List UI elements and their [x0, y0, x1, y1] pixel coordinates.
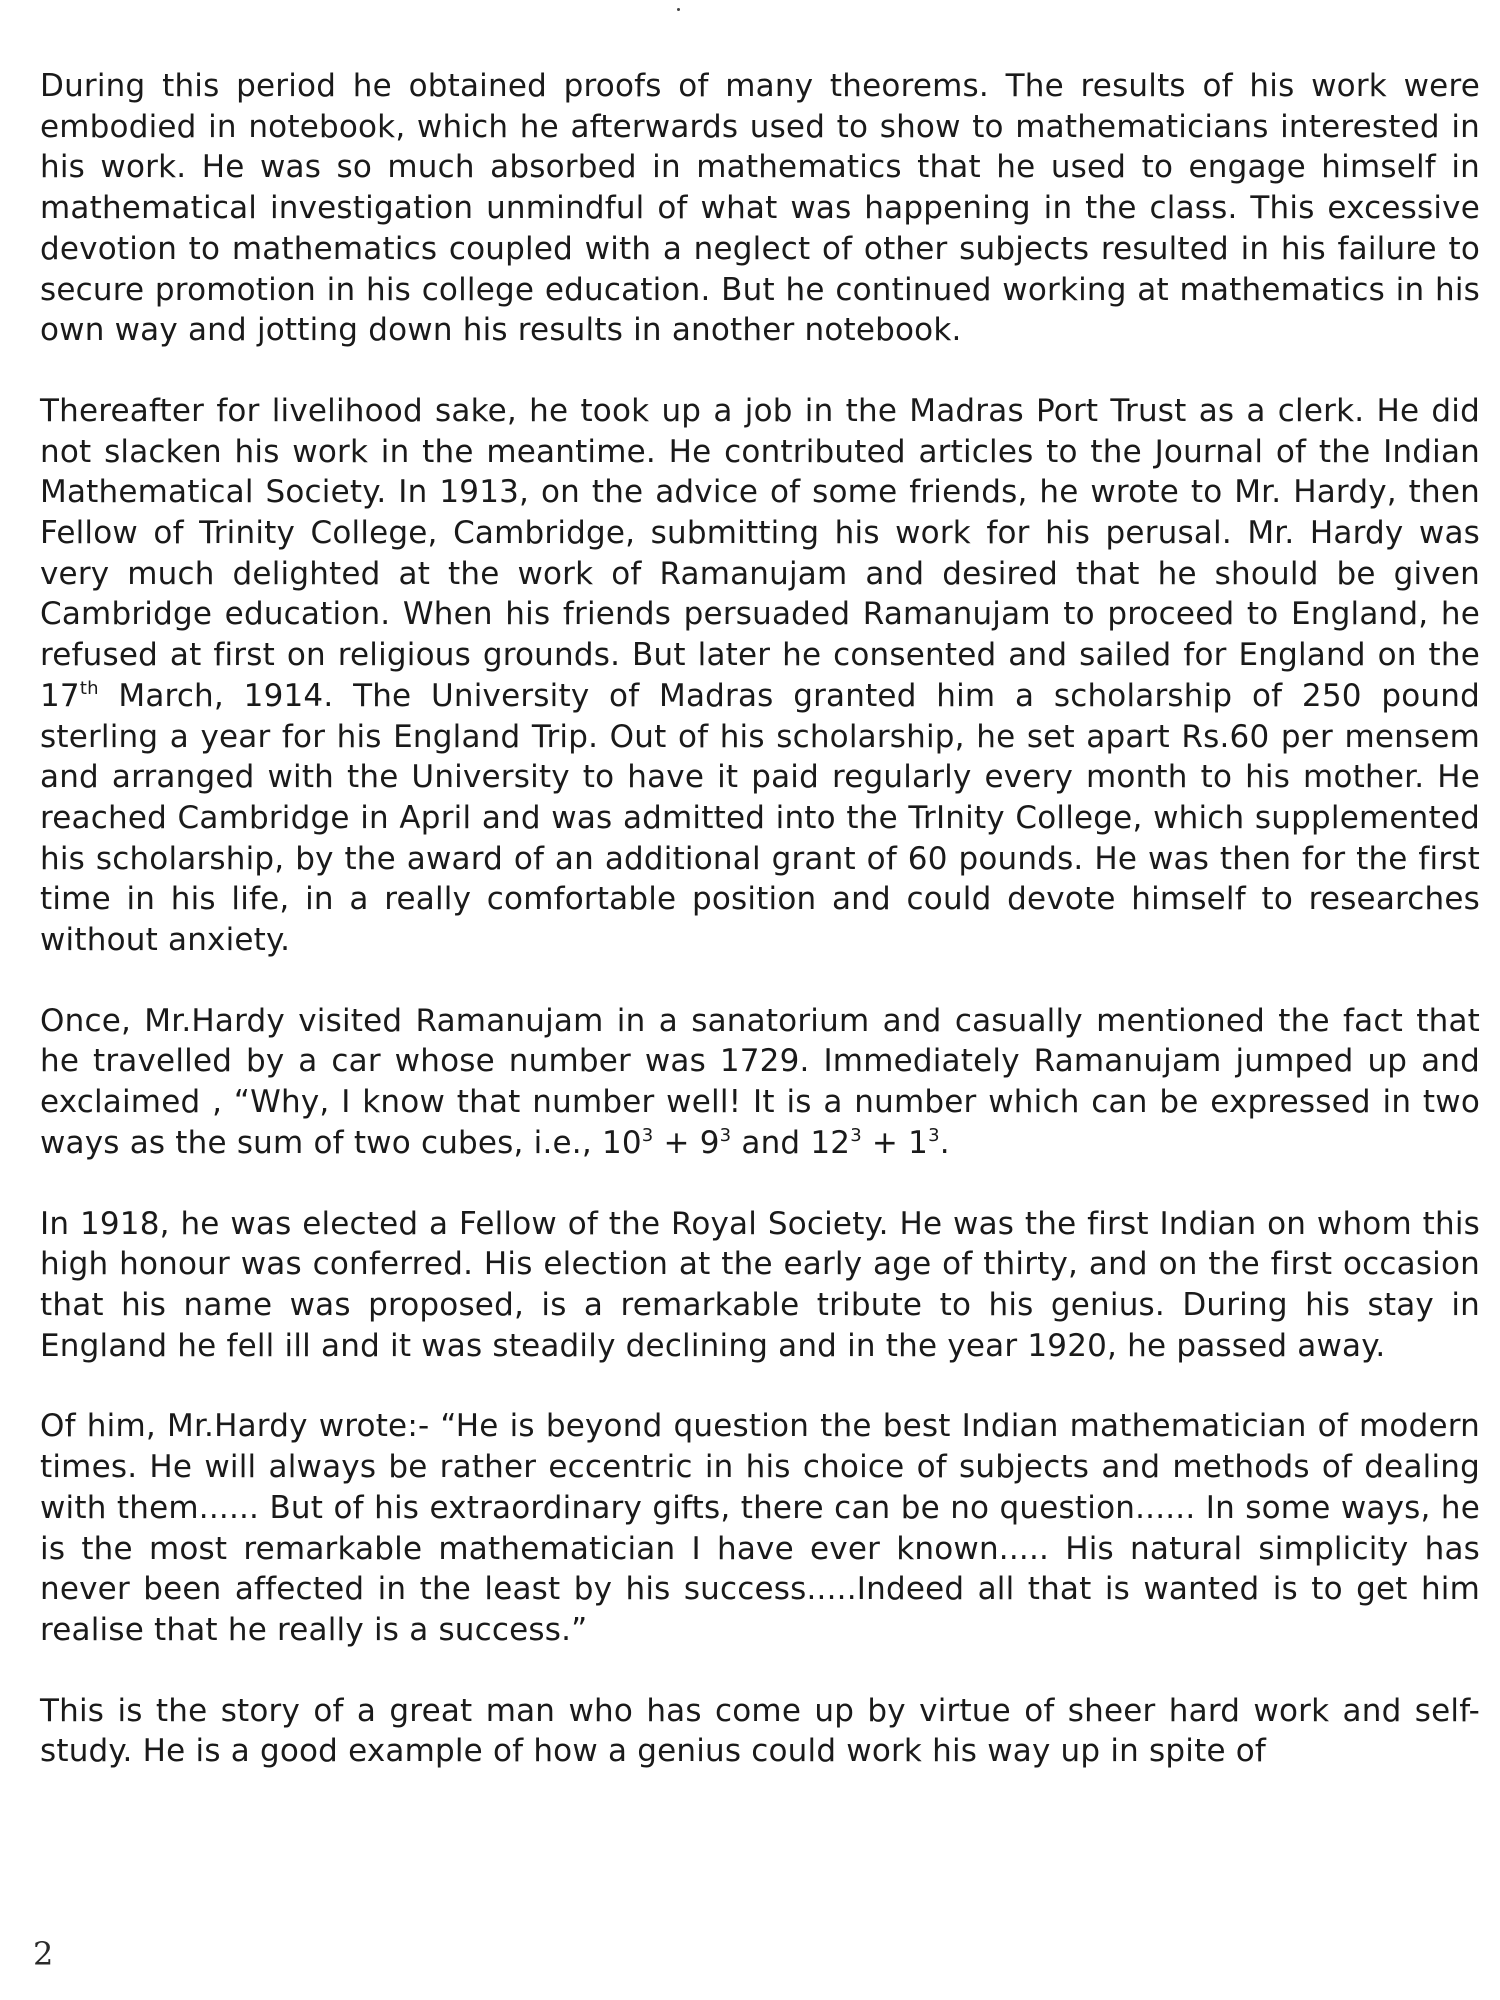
paragraph-1729-anecdote: [40, 1001, 1480, 1164]
paragraph-hardy-quote: Of him, Mr.Hardy wrote:- “He is beyond question the best Indian mathematician of modern times. He will always be rather eccentric in his choice of subjects and methods of dealing with them...... But of his extraordinary gifts, there can be no question...... In some ways, he is the most remarkable mathematician I have ever known..... His natural simplicity has never been affected in the least by his success.....Indeed all that is wanted is to get him realise that he really is a success.”: [40, 1408, 1480, 1648]
paragraph-cambridge: Thereafter for livelihood sake, he took up a job in the Madras Port Trust as a clerk. He did not slacken his work in the meantime. He contributed articles to the Journal of the Indian Mathematical Society. In 1913, on the advice of some friends, he wrote to Mr. Hardy, then Fellow of Trinity College, Cambridge, submitting his work for his perusal. Mr. Hardy was very much delighted at the work of Ramanujam and desired that he should be given Cambridge education. When his friends persuaded Ramanujam to proceed to England, he refused at first on religious grounds. But later he consented and sailed for England on the 17th March, 1914. The University of Madras granted him a scholarship of 250 pound sterling a year for his England Trip. Out of his scholarship, he set apart Rs.60 per mensem and arranged with the University to have it paid regularly every month to his mother. He reached Cambridge in April and was admitted into the TrInity College, which supplemented his scholarship, by the award of an additional grant of 60 pounds. He was then for the first time in his life, in a really comfortable position and could devote himself to researches without anxiety.: [40, 392, 1480, 959]
page-number: 2: [33, 1935, 54, 1973]
body-text: [40, 66, 1480, 1772]
paragraph-conclusion: This is the story of a great man who has come up by virtue of sheer hard work and self-study. He is a good example of how a genius could work his way up in spite of: [40, 1692, 1480, 1770]
paragraph-1729-text: Once, Mr.Hardy visited Ramanujam in a sanatorium and casually mentioned the fact that he travelled by a car whose number was 1729. Immediately Ramanujam jumped up and exclaimed , “Why, I know that number well! It is a number which can be expressed in two ways as the sum of two cubes, i.e., $10^3 + 9^3$ and $12^3 + 1^3$.: [40, 1002, 1480, 1161]
scan-speck: [677, 8, 680, 11]
paragraph-royal-society: In 1918, he was elected a Fellow of the Royal Society. He was the first Indian on whom this high honour was conferred. His election at the early age of thirty, and on the first occasion that his name was proposed, is a remarkable tribute to his genius. During his stay in England he fell ill and it was steadily declining and in the year 1920, he passed away.: [40, 1205, 1480, 1364]
paragraph-notebooks: During this period he obtained proofs of many theorems. The results of his work were embodied in notebook, which he afterwards used to show to mathematicians interested in his work. He was so much absorbed in mathematics that he used to engage himself in mathematical investigation unmindful of what was happening in the class. This excessive devotion to mathematics coupled with a neglect of other subjects resulted in his failure to secure promotion in his college education. But he continued working at mathematics in his own way and jotting down his results in another notebook.: [40, 68, 1480, 349]
